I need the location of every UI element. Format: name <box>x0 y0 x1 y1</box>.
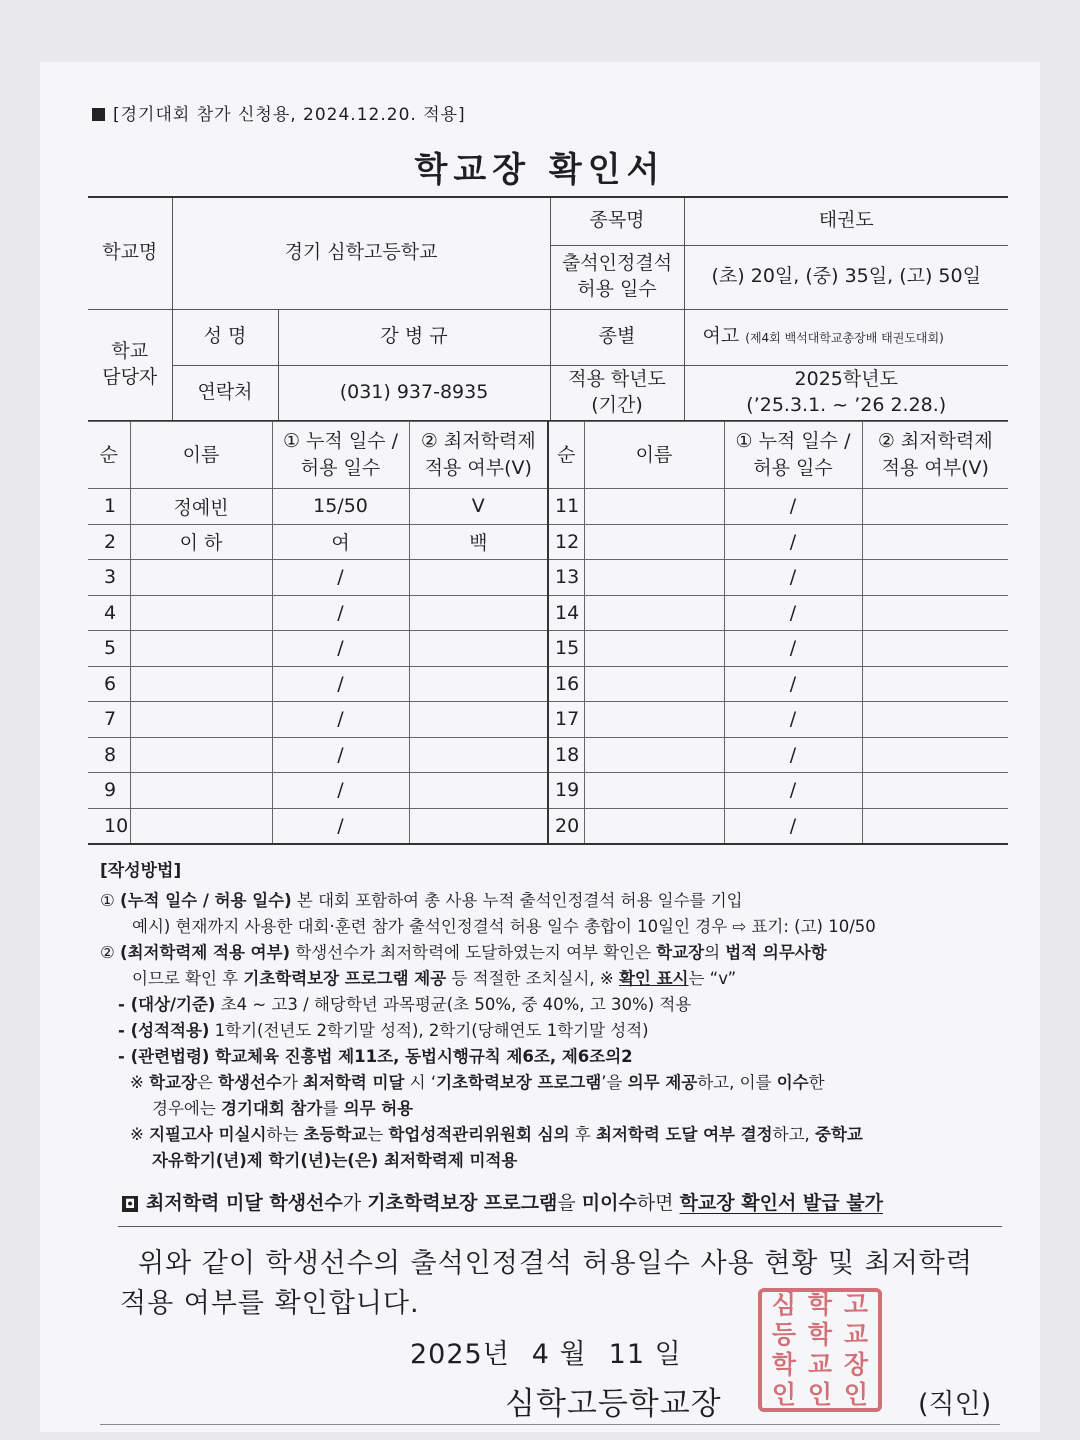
student-name: 이 하 <box>130 524 272 560</box>
student-name <box>584 808 724 844</box>
category-value: 여고 <box>702 325 740 348</box>
seal-char: 교 <box>807 1350 833 1379</box>
student-name <box>584 773 724 809</box>
note1-c: 은 <box>196 1073 219 1092</box>
seal-char: 인 <box>771 1380 797 1409</box>
sub2-bold: - (성적적용) <box>118 1021 210 1040</box>
divider <box>118 1226 1002 1227</box>
student-name <box>584 524 724 560</box>
header-no-left: 순 <box>88 422 130 489</box>
seal-char: 학 <box>771 1350 797 1379</box>
academic-check <box>409 560 548 596</box>
info-table <box>88 196 1008 422</box>
academic-check <box>862 560 1008 596</box>
academic-check <box>862 631 1008 667</box>
note1-g: 시 ‘ <box>404 1073 437 1092</box>
row-number: 9 <box>88 773 130 809</box>
note1-line2-b: 경기대회 참가 <box>221 1099 323 1118</box>
note2-i: 하고, <box>772 1125 815 1144</box>
item1-text: 본 대회 포함하여 총 사용 누적 출석인정결석 허용 일수를 기입 <box>291 891 743 910</box>
note2-c: 하는 <box>266 1125 304 1144</box>
row-number: 6 <box>88 666 130 702</box>
item2-line2-b: 등 적절한 조치실시, ※ <box>446 969 619 988</box>
row-number: 12 <box>548 524 584 560</box>
sport-value: 태권도 <box>684 197 1008 245</box>
notice-f: 하면 <box>636 1192 680 1214</box>
student-name <box>130 702 272 738</box>
instruction-item-1 <box>100 888 1010 914</box>
days-used: / <box>272 808 409 844</box>
document-title: 학교장 확인서 <box>414 150 666 190</box>
header-name-left: 이름 <box>130 422 272 489</box>
seal-char: 인 <box>807 1380 833 1409</box>
row-number: 1 <box>88 489 130 525</box>
note1-d: 학생선수 <box>218 1073 282 1092</box>
note2-a: ※ <box>130 1125 150 1144</box>
days-used: / <box>724 773 862 809</box>
table-row <box>88 524 1008 560</box>
row-number: 16 <box>548 666 584 702</box>
seal-char: 교 <box>843 1320 869 1349</box>
days-used: / <box>272 773 409 809</box>
item2-bold: (최저학력제 적용 여부) <box>120 943 291 962</box>
absence-label: 출석인정결석 허용 일수 <box>550 245 684 309</box>
days-used: 여 <box>272 524 409 560</box>
item2-line2-bold: 기초학력보장 프로그램 제공 <box>243 969 447 988</box>
student-name <box>584 489 724 525</box>
header-note-text: [경기대회 참가 신청용, 2024.12.20. 적용] <box>113 105 466 125</box>
instruction-item-2 <box>100 940 1010 966</box>
note1-f: 최저학력 미달 <box>303 1073 405 1092</box>
school-label: 학교명 <box>88 197 172 309</box>
notice-c: 기초학력보장 프로그램 <box>367 1192 558 1214</box>
seal-label: (직인) <box>918 1389 992 1420</box>
academic-check <box>409 808 548 844</box>
seal-char: 인 <box>843 1380 869 1409</box>
row-number: 4 <box>88 595 130 631</box>
academic-check <box>862 773 1008 809</box>
note2-j: 중학교 <box>815 1125 863 1144</box>
issue-date <box>410 1332 704 1371</box>
academic-check <box>862 702 1008 738</box>
official-seal <box>758 1288 882 1412</box>
note2-e: 는 <box>367 1125 389 1144</box>
days-used: / <box>724 489 862 525</box>
date-month: 4 월 <box>531 1339 587 1370</box>
date-day: 11 일 <box>608 1339 682 1370</box>
table-row <box>88 489 1008 525</box>
academic-check <box>862 489 1008 525</box>
student-name <box>130 631 272 667</box>
notice-d: 을 <box>557 1192 582 1214</box>
days-used: / <box>272 631 409 667</box>
student-name <box>584 702 724 738</box>
days-used: / <box>724 666 862 702</box>
row-number: 8 <box>88 737 130 773</box>
note1-l: 이수 <box>776 1073 809 1092</box>
days-used: / <box>724 595 862 631</box>
name-value: 강 병 규 <box>278 309 550 365</box>
school-value: 경기 심학고등학교 <box>172 197 550 309</box>
academic-check <box>409 666 548 702</box>
instruction-item-2-line2 <box>100 966 1010 992</box>
seal-char: 학 <box>807 1320 833 1349</box>
table-row <box>88 773 1008 809</box>
student-name <box>584 666 724 702</box>
note-1 <box>100 1070 1010 1096</box>
confirm-line-1: 위와 같이 학생선수의 출석인정결석 허용일수 사용 현황 및 최저학력 <box>138 1248 973 1279</box>
sub2-text: 1학기(전년도 2학기말 성적), 2학기(당해연도 1학기말 성적) <box>209 1021 649 1040</box>
seal-char: 등 <box>771 1320 797 1349</box>
days-used: 15/50 <box>272 489 409 525</box>
days-used: / <box>272 666 409 702</box>
academic-check <box>409 595 548 631</box>
item2-line2-a: 이므로 확인 후 <box>132 969 244 988</box>
sub1-bold: - (대상/기준) <box>118 995 216 1014</box>
item2-line2-c: 는 “v” <box>688 969 737 988</box>
note1-b: 학교장 <box>149 1073 197 1092</box>
table-row <box>88 631 1008 667</box>
row-number: 3 <box>88 560 130 596</box>
sub3-bold: - (관련법령) <box>118 1047 210 1066</box>
student-name <box>130 666 272 702</box>
sub-item-law <box>100 1044 1010 1070</box>
item1-bold: (누적 일수 / 허용 일수) <box>120 891 292 910</box>
signer: 심학고등학교장 <box>505 1386 722 1422</box>
days-used: / <box>724 560 862 596</box>
square-bullet-icon <box>92 108 105 121</box>
header-academic-right: ② 최저학력제 적용 여부(V) <box>862 422 1008 489</box>
instructions <box>100 858 1010 1174</box>
note1-h: 기초학력보장 프로그램 <box>436 1073 602 1092</box>
category-note: (제4회 백석대학교총장배 태권도대회) <box>745 331 944 346</box>
student-name <box>584 595 724 631</box>
note1-i: ’을 <box>601 1073 628 1092</box>
roster-body <box>88 489 1008 845</box>
year-period: (’25.3.1. ~ ’26 2.28.) <box>746 393 947 416</box>
sub1-text: 초4 ~ 고3 / 해당학년 과목평균(초 50%, 중 40%, 고 30%) 적용 <box>215 995 692 1014</box>
academic-check <box>409 631 548 667</box>
academic-check <box>409 737 548 773</box>
note1-m: 한 <box>808 1073 825 1092</box>
student-name: 정예빈 <box>130 489 272 525</box>
days-used: / <box>724 631 862 667</box>
item2-text-a: 학생선수가 최저학력에 도달하였는지 여부 확인은 <box>290 943 657 962</box>
date-year: 2025년 <box>410 1339 510 1370</box>
sub-item-target <box>100 992 1010 1018</box>
student-name <box>130 560 272 596</box>
note2-b: 지필고사 미실시 <box>149 1125 267 1144</box>
student-name <box>130 808 272 844</box>
days-used: / <box>272 560 409 596</box>
notice-a: 최저학력 미달 학생선수 <box>146 1192 343 1214</box>
manager-label: 학교 담당자 <box>88 309 172 421</box>
notice <box>122 1188 883 1215</box>
note1-a: ※ <box>130 1073 150 1092</box>
contact-value: (031) 937-8935 <box>278 365 550 421</box>
roster-table <box>88 421 1008 845</box>
item2-bold-c: 법적 의무사항 <box>725 943 827 962</box>
row-number: 13 <box>548 560 584 596</box>
sub-item-grades <box>100 1018 1010 1044</box>
notice-e: 미이수 <box>581 1192 637 1214</box>
item2-line2-bold2: 확인 표시 <box>618 969 689 988</box>
instructions-heading: [작성방법] <box>100 861 182 881</box>
confirm-line-2: 적용 여부를 확인합니다. <box>120 1288 420 1319</box>
notice-b: 가 <box>342 1192 368 1214</box>
row-number: 14 <box>548 595 584 631</box>
year-value: 2025학년도 <box>794 368 898 391</box>
note2-f: 학업성적관리위원회 심의 <box>388 1125 570 1144</box>
row-number: 2 <box>88 524 130 560</box>
note2-d: 초등학교 <box>303 1125 368 1144</box>
student-name <box>584 560 724 596</box>
academic-check <box>409 702 548 738</box>
item2-bold-b: 학교장 <box>656 943 705 962</box>
days-used: / <box>724 524 862 560</box>
note1-j: 의무 제공 <box>627 1073 698 1092</box>
student-name <box>584 631 724 667</box>
notice-g: 학교장 확인서 발급 불가 <box>679 1192 883 1214</box>
header-no-right: 순 <box>548 422 584 489</box>
row-number: 17 <box>548 702 584 738</box>
days-used: / <box>724 808 862 844</box>
note-2-line2 <box>100 1148 1010 1174</box>
note1-line2-d: 의무 허용 <box>343 1099 414 1118</box>
table-row <box>88 702 1008 738</box>
note1-k: 하고, 이를 <box>697 1073 777 1092</box>
days-used: / <box>272 702 409 738</box>
footer-line <box>100 1424 1000 1425</box>
table-row <box>88 666 1008 702</box>
table-row <box>88 808 1008 844</box>
item2-text-b: 의 <box>704 943 726 962</box>
table-row <box>88 560 1008 596</box>
row-number: 20 <box>548 808 584 844</box>
sub3-text: 학교체육 진흥법 제11조, 동법시행규칙 제6조, 제6조의2 <box>209 1047 633 1066</box>
academic-check <box>862 524 1008 560</box>
table-row <box>88 737 1008 773</box>
seal-char: 장 <box>843 1350 869 1379</box>
days-used: / <box>272 595 409 631</box>
year-cell <box>684 365 1008 421</box>
header-name-right: 이름 <box>584 422 724 489</box>
circled-1-mark: ① <box>100 891 115 910</box>
academic-check <box>862 737 1008 773</box>
header-note <box>92 100 466 125</box>
category-label: 종별 <box>550 309 684 365</box>
academic-check: 백 <box>409 524 548 560</box>
table-row <box>88 595 1008 631</box>
row-number: 11 <box>548 489 584 525</box>
contact-label: 연락처 <box>172 365 278 421</box>
absence-value: (초) 20일, (중) 35일, (고) 50일 <box>684 245 1008 309</box>
academic-check <box>862 595 1008 631</box>
name-label: 성 명 <box>172 309 278 365</box>
row-number: 7 <box>88 702 130 738</box>
student-name <box>130 737 272 773</box>
year-label: 적용 학년도 (기간) <box>550 365 684 421</box>
row-number: 10 <box>88 808 130 844</box>
academic-check <box>862 666 1008 702</box>
category-cell <box>684 309 1008 365</box>
header-academic-left: ② 최저학력제 적용 여부(V) <box>409 422 548 489</box>
circled-2-mark: ② <box>100 943 115 962</box>
seal-char: 고 <box>843 1290 869 1319</box>
row-number: 5 <box>88 631 130 667</box>
seal-char: 학 <box>807 1290 833 1319</box>
student-name <box>130 595 272 631</box>
sport-label: 종목명 <box>550 197 684 245</box>
days-used: / <box>724 702 862 738</box>
note2-h: 최저학력 도달 여부 결정 <box>596 1125 773 1144</box>
note1-e: 가 <box>281 1073 304 1092</box>
academic-check <box>409 773 548 809</box>
academic-check <box>862 808 1008 844</box>
notice-box-icon: ◘ <box>122 1196 138 1212</box>
header-days-right: ① 누적 일수 / 허용 일수 <box>724 422 862 489</box>
days-used: / <box>724 737 862 773</box>
header-days-left: ① 누적 일수 / 허용 일수 <box>272 422 409 489</box>
note2-g: 후 <box>569 1125 596 1144</box>
note-2 <box>100 1122 1010 1148</box>
instruction-item-1-example: 예시) 현재까지 사용한 대회·훈련 참가 출석인정결석 허용 일수 총합이 10일인 경우 ⇨ 표기: (고) 10/50 <box>132 917 876 936</box>
days-used: / <box>272 737 409 773</box>
row-number: 19 <box>548 773 584 809</box>
note1-line2-c: 를 <box>322 1099 344 1118</box>
note-1-line2 <box>100 1096 1010 1122</box>
note2-line2: 자유학기(년)제 학기(년)는(은) 최저학력제 미적용 <box>152 1151 518 1170</box>
academic-check: V <box>409 489 548 525</box>
row-number: 18 <box>548 737 584 773</box>
seal-char: 심 <box>771 1290 797 1319</box>
student-name <box>130 773 272 809</box>
row-number: 15 <box>548 631 584 667</box>
note1-line2-a: 경우에는 <box>152 1099 222 1118</box>
student-name <box>584 737 724 773</box>
